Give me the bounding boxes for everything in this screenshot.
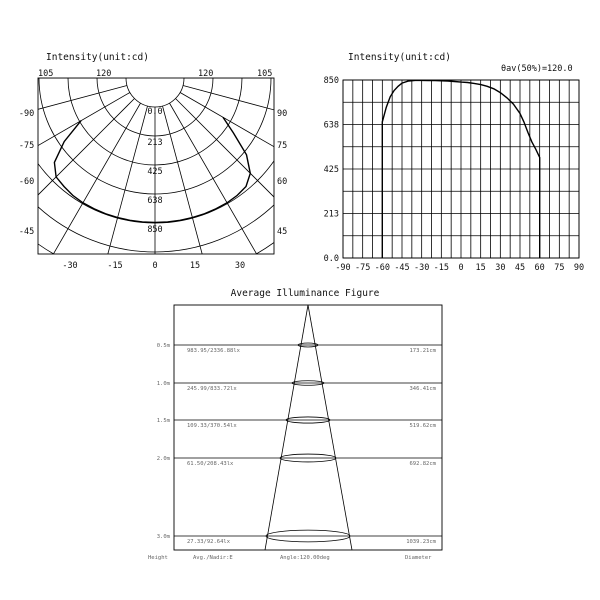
polar-ring-label: 425 xyxy=(147,167,163,177)
polar-side-label-left: 45 xyxy=(24,227,35,237)
illuminance-avg-label: 245.99/833.72lx xyxy=(187,386,237,392)
polar-spoke xyxy=(163,106,259,464)
cartesian-grid xyxy=(343,80,579,258)
polar-top-label: 105 xyxy=(38,69,54,79)
cartesian-x-tick: 60 xyxy=(534,263,545,273)
cartesian-x-tick: -60 xyxy=(374,263,391,273)
polar-spoke xyxy=(176,99,438,361)
cartesian-y-tick: 850 xyxy=(323,76,339,86)
footer-height-label: Height xyxy=(148,555,168,561)
polar-bottom-label: -15 xyxy=(107,261,123,271)
illuminance-height-label: 0.5m xyxy=(156,343,170,349)
polar-side-label-left: - xyxy=(18,109,24,119)
polar-spoke xyxy=(183,86,541,182)
polar-ring-label: 638 xyxy=(147,196,163,206)
polar-side-label-right: 60 xyxy=(277,177,288,187)
polar-bottom-label: 30 xyxy=(234,261,246,271)
cartesian-y-tick: 425 xyxy=(323,165,339,175)
cartesian-y-ticks xyxy=(324,76,339,264)
illuminance-diameter-label: 173.21cm xyxy=(409,348,436,354)
illuminance-avg-label: 983.95/2336.88lx xyxy=(187,348,240,354)
footer-diameter-label: Diameter xyxy=(405,555,432,561)
illuminance-height-label: 2.0m xyxy=(156,456,170,462)
cone-left-edge xyxy=(265,305,308,550)
polar-left-labels xyxy=(19,109,34,237)
cartesian-x-tick: 45 xyxy=(514,263,526,273)
cartesian-x-tick: -75 xyxy=(354,263,371,273)
illuminance-height-label: 3.0m xyxy=(156,534,170,540)
polar-side-label-left: 90 xyxy=(24,109,35,119)
polar-spoke xyxy=(51,106,147,464)
cartesian-chart-title: Intensity(unit:cd) xyxy=(348,52,451,63)
illuminance-cone xyxy=(265,305,352,550)
polar-side-label-left: 60 xyxy=(24,177,35,187)
illuminance-diameter-label: 519.62cm xyxy=(409,423,436,429)
beam-angle-label: θav(50%)=120.0 xyxy=(501,64,573,74)
illuminance-title: Average Illuminance Figure xyxy=(230,288,380,299)
cartesian-x-tick: 75 xyxy=(554,263,565,273)
cartesian-x-tick: 0 xyxy=(458,263,464,273)
cartesian-x-tick: 15 xyxy=(475,263,486,273)
polar-side-label-left: - xyxy=(18,141,24,151)
illuminance-rows xyxy=(157,343,442,545)
illuminance-diameter-label: 346.41cm xyxy=(409,386,436,392)
polar-side-label-right: 75 xyxy=(277,141,288,151)
cone-right-edge xyxy=(308,305,352,550)
polar-ring xyxy=(0,0,358,281)
cartesian-x-tick: -45 xyxy=(394,263,410,273)
illuminance-avg-label: 27.33/92.64lx xyxy=(187,539,231,545)
polar-side-label-left: - xyxy=(18,227,24,237)
polar-ring-label: 850 xyxy=(147,225,163,235)
illuminance-diameter-label: 692.82cm xyxy=(409,461,436,467)
polar-bottom-label: -30 xyxy=(62,261,78,271)
polar-side-label-right: 90 xyxy=(277,109,288,119)
polar-chart-title: Intensity(unit:cd) xyxy=(46,52,149,63)
polar-ring-label: 213 xyxy=(147,138,163,148)
cartesian-y-tick: 0.0 xyxy=(323,254,339,264)
polar-side-label-left: 75 xyxy=(24,141,35,151)
cartesian-intensity-chart xyxy=(324,52,584,273)
polar-spoke xyxy=(180,93,501,279)
polar-top-label: 105 xyxy=(257,69,273,79)
polar-side-label-right: 45 xyxy=(277,227,288,237)
polar-bottom-label: 0 xyxy=(152,261,158,271)
polar-bottom-label: 15 xyxy=(189,261,201,271)
illuminance-avg-label: 109.33/370.54lx xyxy=(187,423,237,429)
cartesian-x-tick: -90 xyxy=(335,263,351,273)
cartesian-y-tick: 638 xyxy=(323,120,339,131)
footer-angle-label: Angle:120.00deg xyxy=(280,555,330,561)
illuminance-diameter-label: 1039.23cm xyxy=(406,539,436,545)
footer-avg-label: Avg./Nadir:E xyxy=(193,555,233,561)
polar-side-label-left: - xyxy=(18,177,24,187)
polar-top-labels xyxy=(38,69,272,79)
polar-top-label: 120 xyxy=(96,69,112,79)
illuminance-height-label: 1.5m xyxy=(156,418,170,424)
cartesian-x-tick: -30 xyxy=(413,263,430,273)
illuminance-footer xyxy=(148,555,432,561)
polar-ring-label: 0.0 xyxy=(147,107,163,117)
illuminance-avg-label: 61.50/208.43lx xyxy=(187,461,234,467)
polar-right-labels xyxy=(277,109,287,237)
polar-spoke xyxy=(0,86,127,182)
illuminance-figure xyxy=(148,288,442,561)
cartesian-x-tick: 30 xyxy=(495,263,506,273)
cartesian-x-ticks xyxy=(335,263,584,273)
polar-bottom-labels xyxy=(62,261,245,271)
cartesian-x-tick: -15 xyxy=(433,263,450,273)
illuminance-height-label: 1.0m xyxy=(156,381,170,387)
cartesian-y-tick: 213 xyxy=(323,209,339,220)
cartesian-x-tick: 90 xyxy=(573,263,585,273)
polar-top-label: 120 xyxy=(198,69,214,79)
